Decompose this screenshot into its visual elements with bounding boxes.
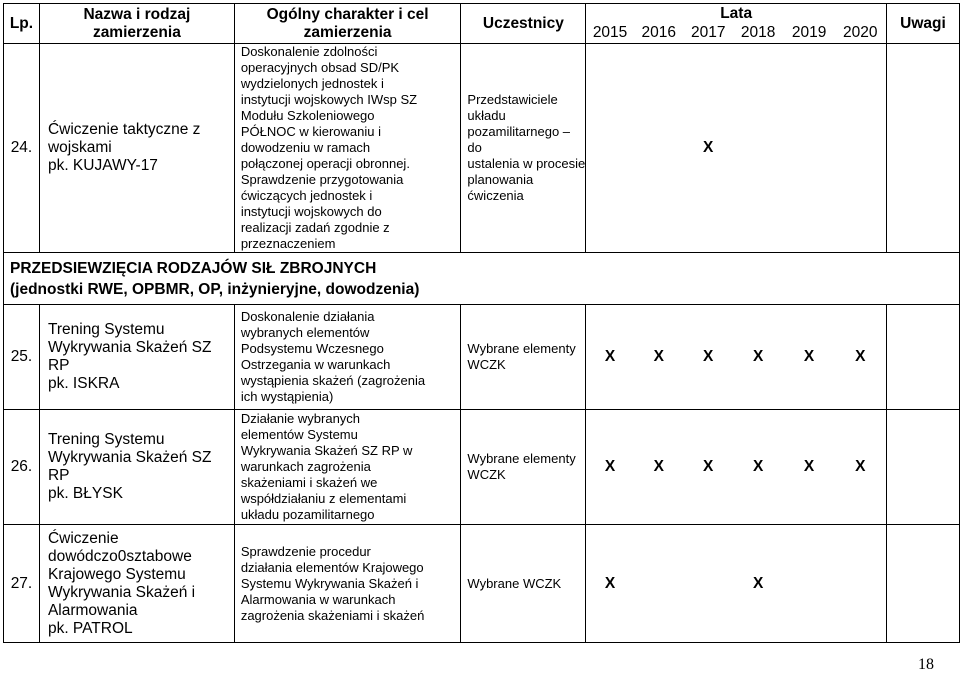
row-number: 26.: [4, 410, 40, 525]
mark-2019: [784, 525, 835, 643]
year-2017: 2017: [684, 24, 733, 44]
table-row: [4, 305, 960, 410]
schedule-table: [3, 3, 960, 643]
mark-2017: [684, 525, 733, 643]
header-years-label: Lata: [586, 4, 887, 24]
exercise-name: Trening Systemu Wykrywania Skażeń SZ RP pk. ISKRA: [39, 305, 234, 410]
mark-2019: X: [784, 305, 835, 410]
exercise-description: Sprawdzenie procedur działania elementów Krajowego Systemu Wykrywania Skażeń i Alarmowania w warunkach zagrożenia skażeniami i skażeń: [234, 525, 461, 643]
mark-2016: [634, 525, 684, 643]
mark-2020: X: [835, 410, 887, 525]
mark-2016: X: [634, 410, 684, 525]
header-participants: Uczestnicy: [461, 4, 586, 44]
exercise-description: Działanie wybranych elementów Systemu Wykrywania Skażeń SZ RP w warunkach zagrożenia skażeniami i skażeń we współdziałaniu z elementami układu pozamilitarnego: [234, 410, 461, 525]
remarks-cell: [886, 525, 959, 643]
exercise-description: Doskonalenie zdolności operacyjnych obsad SD/PK wydzielonych jednostek i instytucji wojskowych IWsp SZ Modułu Szkoleniowego PÓŁNOC w kierowaniu i dowodzeniu w ramach połączonej operacji obronnej. Sprawdzenie przygotowania ćwiczących jednostek i instytucji wojskowych do realizacji zadań zgodnie z przeznaczeniem: [234, 44, 461, 253]
mark-2020: [835, 44, 887, 253]
header-remarks: Uwagi: [886, 4, 959, 44]
header-character: Ogólny charakter i cel zamierzenia: [234, 4, 461, 44]
table-row: [4, 525, 960, 643]
row-number: 27.: [4, 525, 40, 643]
mark-2015: X: [586, 410, 634, 525]
exercise-description: Doskonalenie działania wybranych elementów Podsystemu Wczesnego Ostrzegania w warunkach wystąpienia skażeń (zagrożenia ich wystąpienia): [234, 305, 461, 410]
exercise-name: Trening Systemu Wykrywania Skażeń SZ RP pk. BŁYSK: [39, 410, 234, 525]
year-2020: 2020: [835, 24, 887, 44]
mark-2020: [835, 525, 887, 643]
mark-2018: X: [733, 525, 784, 643]
remarks-cell: [886, 410, 959, 525]
header-name: Nazwa i rodzaj zamierzenia: [39, 4, 234, 44]
table-row: [4, 44, 960, 253]
remarks-cell: [886, 305, 959, 410]
year-2016: 2016: [634, 24, 684, 44]
year-2018: 2018: [733, 24, 784, 44]
mark-2018: X: [733, 305, 784, 410]
section-heading: PRZEDSIEWZIĘCIA RODZAJÓW SIŁ ZBROJNYCH (jednostki RWE, OPBMR, OP, inżynieryjne, dowodzenia): [4, 253, 960, 305]
table-row: [4, 410, 960, 525]
exercise-name: Ćwiczenie dowódczo0sztabowe Krajowego Systemu Wykrywania Skażeń i Alarmowania pk. PATROL: [39, 525, 234, 643]
page-number: 18: [918, 656, 934, 673]
row-number: 24.: [4, 44, 40, 253]
mark-2017: X: [684, 305, 733, 410]
mark-2019: X: [784, 410, 835, 525]
mark-2018: [733, 44, 784, 253]
exercise-participants: Wybrane WCZK: [461, 525, 586, 643]
year-2019: 2019: [784, 24, 835, 44]
exercise-participants: Wybrane elementy WCZK: [461, 305, 586, 410]
row-number: 25.: [4, 305, 40, 410]
mark-2019: [784, 44, 835, 253]
exercise-participants: Wybrane elementy WCZK: [461, 410, 586, 525]
header-lp: Lp.: [4, 4, 40, 44]
mark-2015: X: [586, 305, 634, 410]
mark-2015: X: [586, 525, 634, 643]
mark-2017: X: [684, 44, 733, 253]
mark-2016: [634, 44, 684, 253]
exercise-name: Ćwiczenie taktyczne z wojskami pk. KUJAWY-17: [39, 44, 234, 253]
mark-2018: X: [733, 410, 784, 525]
mark-2017: X: [684, 410, 733, 525]
exercise-participants: Przedstawiciele układu pozamilitarnego – do ustalenia w procesie planowania ćwiczenia: [461, 44, 586, 253]
mark-2015: [586, 44, 634, 253]
remarks-cell: [886, 44, 959, 253]
mark-2016: X: [634, 305, 684, 410]
mark-2020: X: [835, 305, 887, 410]
year-2015: 2015: [586, 24, 634, 44]
